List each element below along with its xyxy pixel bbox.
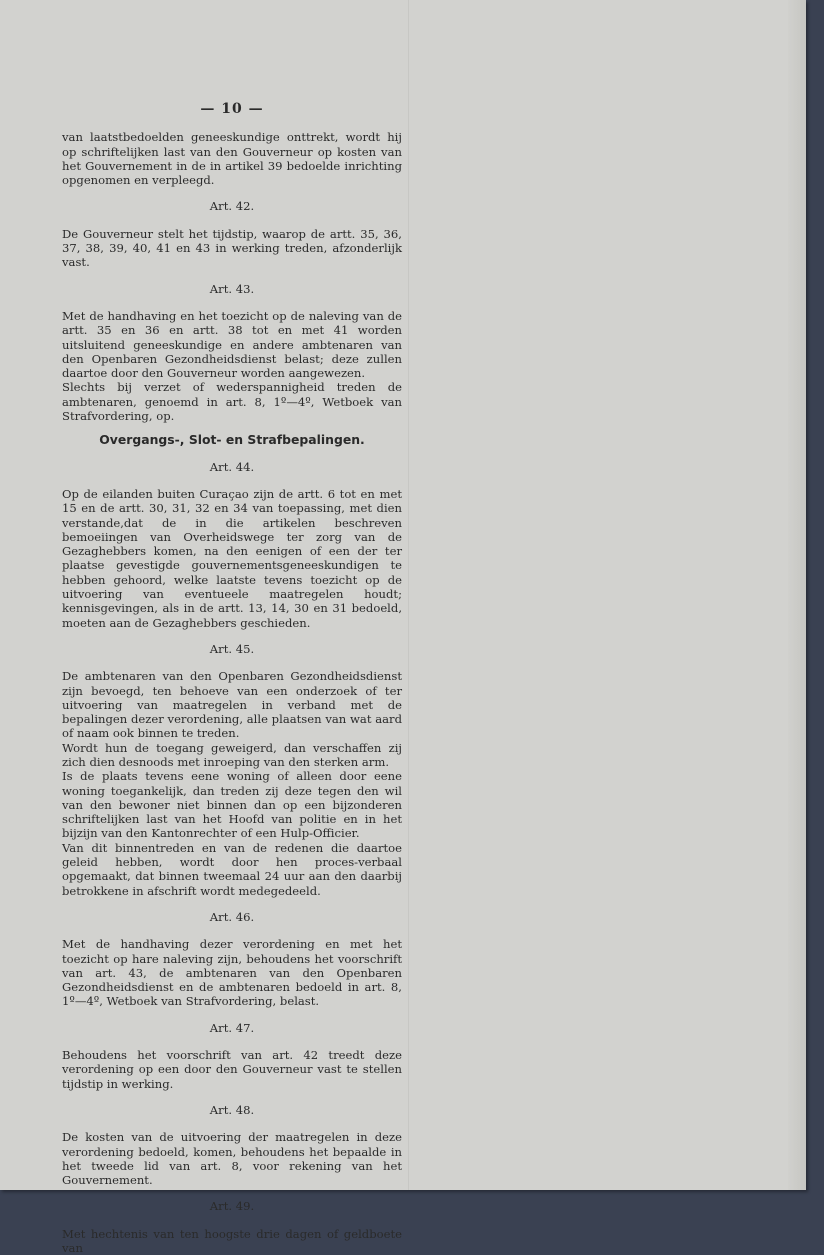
page-number: — 10 — (200, 101, 264, 117)
article-heading: Art. 44. (209, 459, 255, 474)
article-blocks (62, 130, 402, 1255)
section-heading: Overgangs-, Slot- en Strafbepalingen. (99, 432, 365, 448)
paragraph: De Gouverneur stelt het tijdstip, waarop de artt. 35, 36, 37, 38, 39, 40, 41 en 43 in werking treden, afzonderlijk vast. (62, 226, 402, 270)
paragraph: Met de handhaving dezer verordening en met het toezicht op hare naleving zijn, behoudens het voorschrift van art. 43, de ambtenaren van den Openbaren Gezondheidsdienst en de ambtenaren bedoeld in art. 8, 1º—4º, Wetboek van Strafvordering, belast. (62, 937, 402, 1009)
paragraph: Met hechtenis van ten hoogste drie dagen of geldboete van (62, 1226, 402, 1255)
article-heading: Art. 43. (209, 281, 255, 296)
paragraph: Met de handhaving en het toezicht op de naleving van de artt. 35 en 36 en artt. 38 tot en met 41 worden uitsluitend geneeskundige en andere ambtenaren van den Openbaren Gezondheidsdienst belast; deze zullen daartoe door den Gouverneur worden aangewezen. (62, 308, 402, 381)
paragraph: Behoudens het voorschrift van art. 42 treedt deze verordening op een door den Gouverneur vast te stellen tijdstip in werking. (62, 1048, 402, 1091)
paragraph: De ambtenaren van den Openbaren Gezondheidsdienst zijn bevoegd, ten behoeve van een onderzoek of ter uitvoering van maatregelen in verband met de bepalingen dezer verordening, alle plaatsen van wat aard of naam ook binnen te treden. (62, 669, 402, 741)
article-heading: Art. 42. (209, 199, 255, 214)
article-heading: Art. 47. (209, 1020, 255, 1035)
paragraph: van laatstbedoelden geneeskundige onttrekt, wordt hij op schriftelijken last van den Gouverneur op kosten van het Gouvernement in de in artikel 39 bedoelde inrichting opgenomen en verpleegd. (62, 130, 402, 188)
paragraph: Van dit binnentreden en van de redenen die daartoe geleid hebben, wordt door hen proces-verbaal opgemaakt, dat binnen tweemaal 24 uur aan den daarbij betrokkene in afschrift wordt medegedeeld. (62, 840, 402, 898)
paragraph: Slechts bij verzet of wederspannigheid treden de ambtenaren, genoemd in art. 8, 1º—4º, Wetboek van Strafvordering, op. (62, 380, 402, 424)
paragraph: De kosten van de uitvoering der maatregelen in deze verordening bedoeld, komen, behoudens het bepaalde in het tweede lid van art. 8, voor rekening van het Gouvernement. (62, 1130, 402, 1188)
paragraph: Is de plaats tevens eene woning of alleen door eene woning toegankelijk, dan treden zij deze tegen den wil van den bewoner niet binnen dan op een bijzonderen schriftelijken last van het Hoofd van politie en in het bijzijn van den Kantonrechter of een Hulp-Officier. (62, 769, 402, 841)
page-fold (408, 0, 409, 1190)
paragraph: Wordt hun de toegang geweigerd, dan verschaffen zij zich dien desnoods met inroeping van den sterken arm. (62, 740, 402, 769)
article-heading: Art. 48. (209, 1102, 255, 1117)
text-column (62, 102, 402, 1255)
article-heading: Art. 46. (209, 909, 255, 924)
page-edge (788, 0, 806, 1190)
article-heading: Art. 45. (209, 641, 255, 656)
paragraph: Op de eilanden buiten Curaçao zijn de artt. 6 tot en met 15 en de artt. 30, 31, 32 en 34 van toepassing, met dien verstande,dat de in die artikelen beschreven bemoeiingen van Overheidswege ter zorg van de Gezaghebbers komen, na den eenigen of een der ter plaatse gevestigde gouvernementsgeneeskundigen te hebben gehoord, welke laatste tevens toezicht op de uitvoering van eventueele maatregelen houdt; kennisgevingen, als in de artt. 13, 14, 30 en 31 bedoeld, moeten aan de Gezaghebbers geschieden. (62, 486, 402, 630)
article-heading: Art. 49. (209, 1199, 255, 1214)
